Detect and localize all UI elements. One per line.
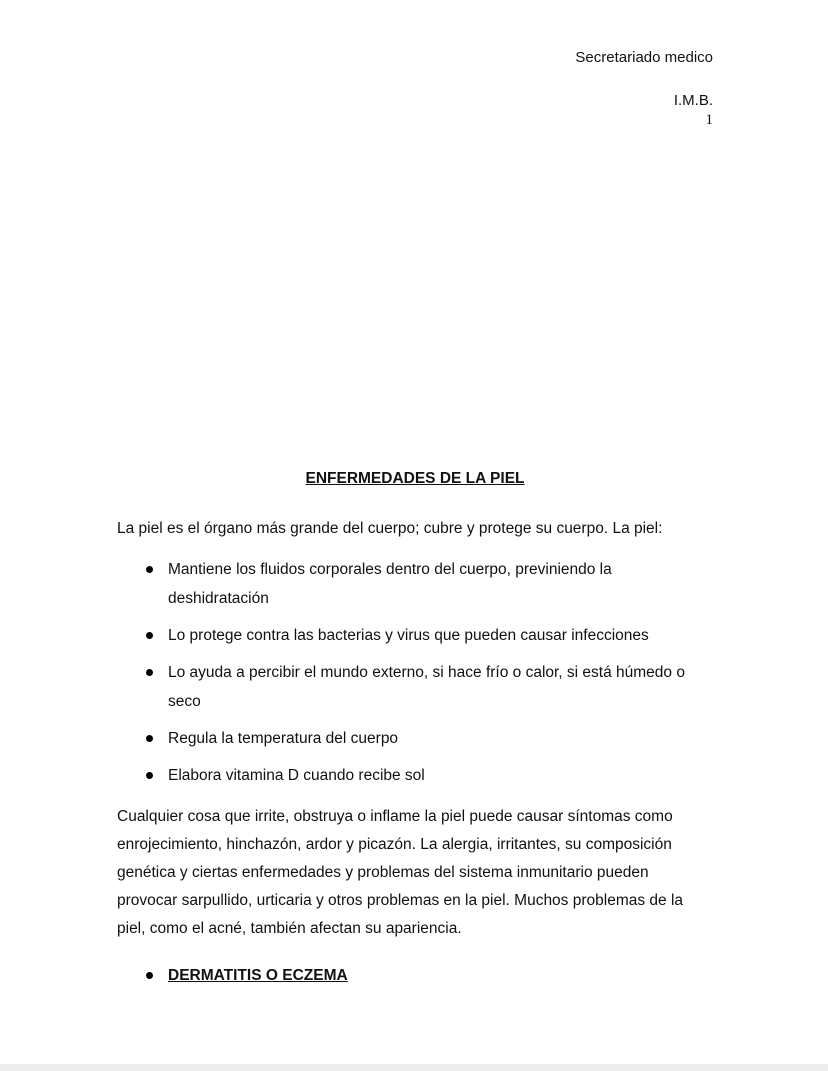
bullet-text: Lo ayuda a percibir el mundo externo, si hace frío o calor, si está húmedo o seco: [168, 664, 685, 710]
page-number: 1: [705, 112, 713, 128]
intro-paragraph: La piel es el órgano más grande del cuerpo; cubre y protege su cuerpo. La piel:: [117, 520, 663, 537]
document-body: [117, 467, 713, 998]
section-heading: DERMATITIS O ECZEMA: [168, 967, 348, 984]
bullet-icon: [146, 669, 153, 676]
bullet-icon: [146, 735, 153, 742]
list-item: [117, 621, 713, 650]
bullet-icon: [146, 972, 153, 979]
section-heading-item: [117, 961, 713, 990]
list-item: [117, 658, 713, 716]
page-header: [575, 48, 713, 129]
header-initials-line: I.M.B.: [673, 92, 713, 109]
bullet-text: Lo protege contra las bacterias y virus que pueden causar infecciones: [168, 627, 649, 644]
bullet-icon: [146, 772, 153, 779]
bullet-icon: [146, 632, 153, 639]
bullet-list: [117, 555, 713, 790]
header-org-line: Secretariado medico: [575, 49, 713, 66]
list-item: [117, 724, 713, 753]
page-bottom-edge: [0, 1064, 828, 1071]
list-item: [117, 555, 713, 613]
body-paragraph: Cualquier cosa que irrite, obstruya o inflame la piel puede causar síntomas como enrojecimiento, hinchazón, ardor y picazón. La alergia, irritantes, su composición genética y ciertas enfermedades y problemas del sistema inmunitario pueden provocar sarpullido, urticaria y otros problemas en la piel. Muchos problemas de la piel, como el acné, también afectan su apariencia.: [117, 808, 684, 937]
bullet-icon: [146, 566, 153, 573]
bullet-text: Regula la temperatura del cuerpo: [168, 730, 399, 747]
list-item: [117, 761, 713, 790]
bullet-text: Elabora vitamina D cuando recibe sol: [168, 767, 425, 784]
document-title: ENFERMEDADES DE LA PIEL: [305, 470, 525, 487]
bullet-text: Mantiene los fluidos corporales dentro del cuerpo, previniendo la deshidratación: [168, 561, 612, 607]
